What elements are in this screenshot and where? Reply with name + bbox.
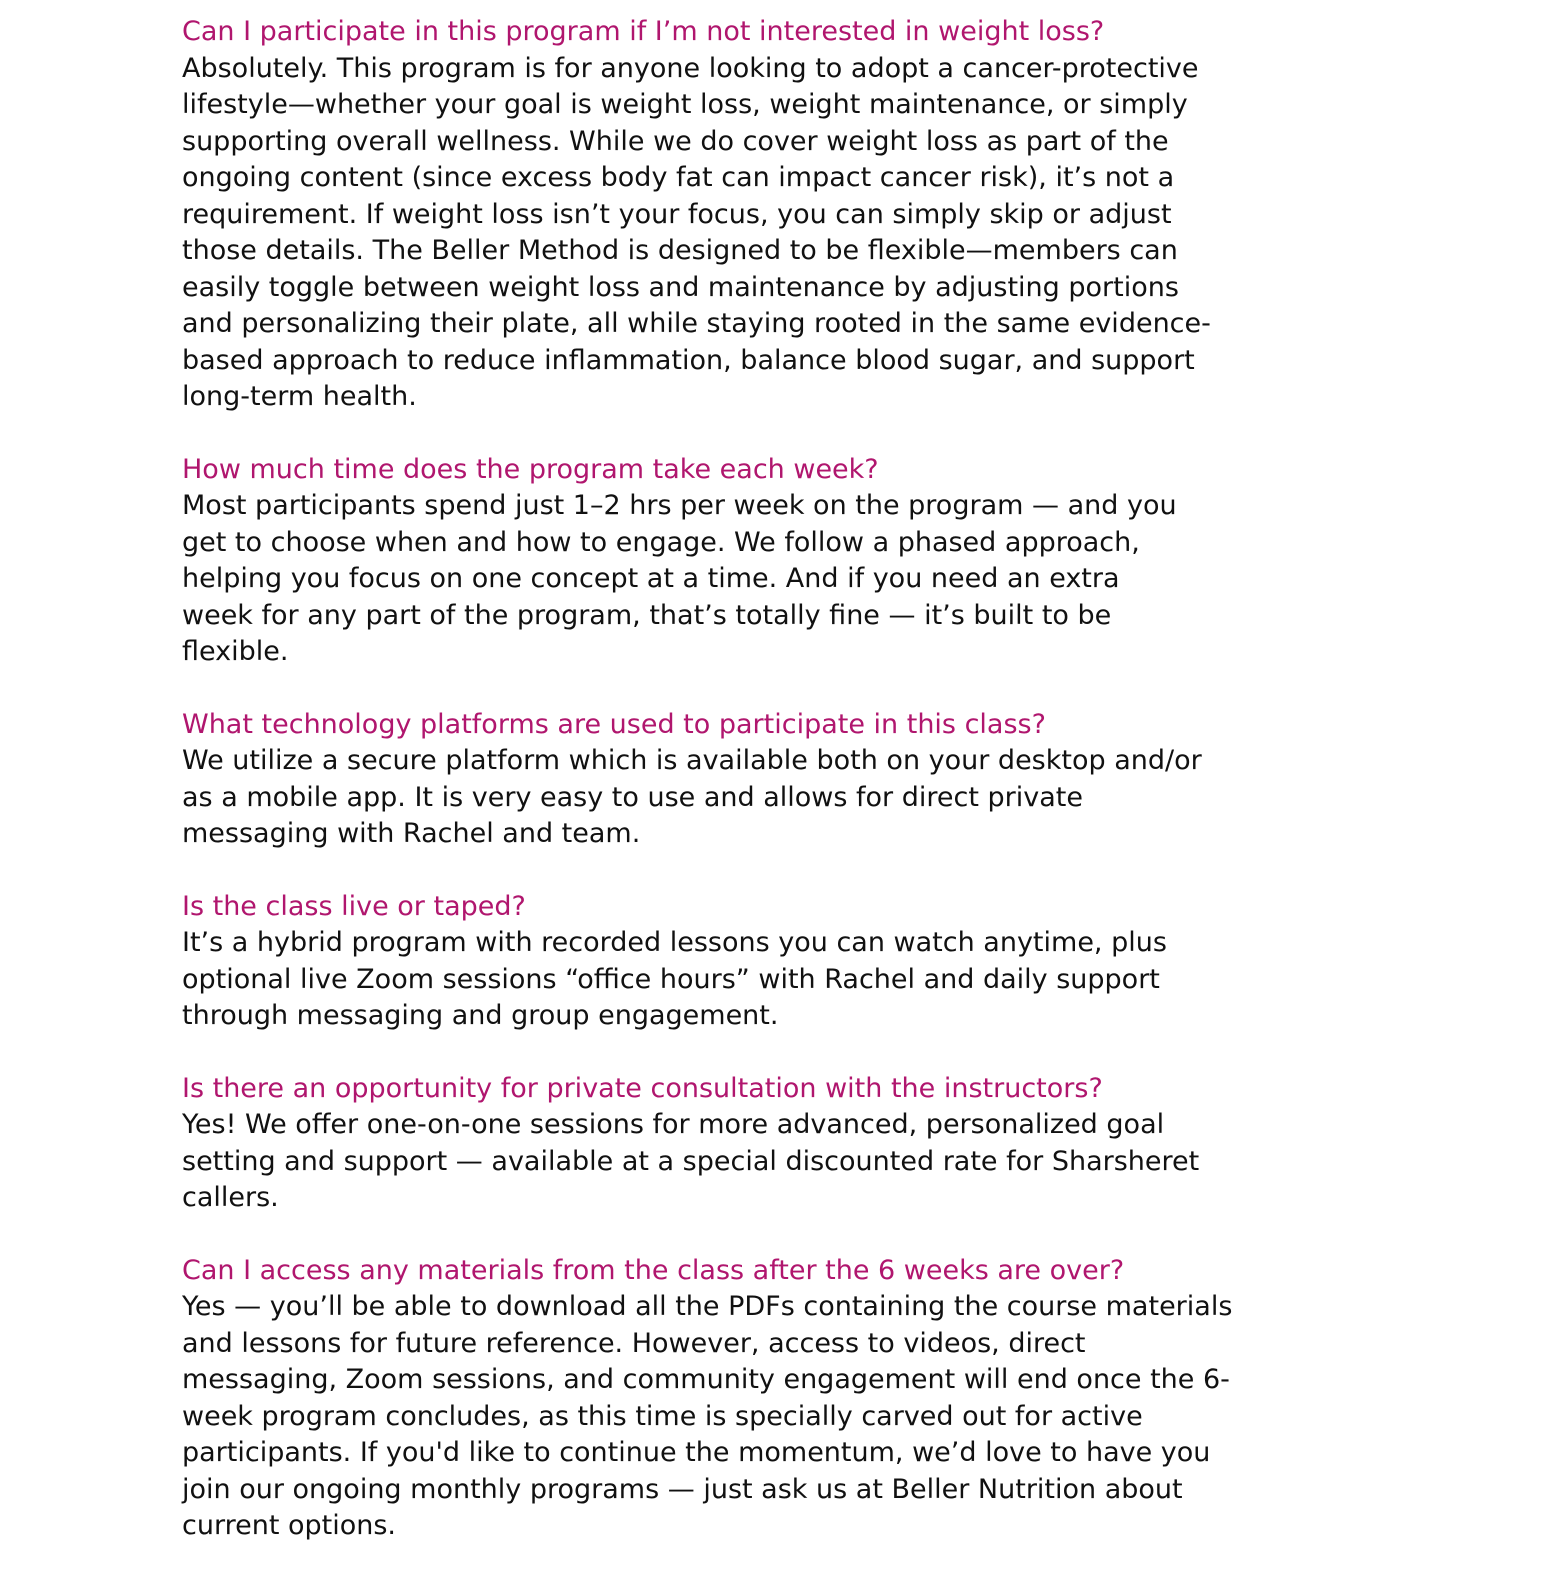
answer-line: setting and support — available at a special discounted rate for Sharsheret <box>182 1145 1200 1177</box>
faq-item-live-or-taped <box>182 889 1362 1035</box>
faq-question: What technology platforms are used to participate in this class? <box>182 708 1046 740</box>
answer-line: lifestyle—whether your goal is weight loss, weight maintenance, or simply <box>182 89 1188 120</box>
answer-line: ongoing content (since excess body fat can impact cancer risk), it’s not a <box>182 162 1175 193</box>
answer-line: week for any part of the program, that’s totally fine — it’s built to be <box>182 599 1112 631</box>
answer-line: those details. The Beller Method is designed to be flexible—members can <box>182 235 1178 266</box>
answer-line: Yes — you’ll be able to download all the PDFs containing the course materials <box>182 1291 1233 1322</box>
faq-answer <box>182 743 1362 853</box>
answer-line: supporting overall wellness. While we do cover weight loss as part of the <box>182 125 1169 157</box>
answer-line: Yes! We offer one-on-one sessions for more advanced, personalized goal <box>182 1109 1165 1140</box>
faq-page <box>182 14 1362 1581</box>
faq-item-materials-access <box>182 1253 1362 1545</box>
faq-question: Can I participate in this program if I’m not interested in weight loss? <box>182 16 1105 47</box>
answer-line: easily toggle between weight loss and maintenance by adjusting portions <box>182 271 1179 303</box>
faq-question: Is the class live or taped? <box>182 890 526 922</box>
answer-line: current options. <box>182 1510 397 1541</box>
faq-answer <box>182 1289 1362 1545</box>
faq-answer <box>182 925 1362 1035</box>
faq-answer <box>182 51 1362 416</box>
answer-line: week program concludes, as this time is specially carved out for active <box>182 1400 1143 1432</box>
answer-line: as a mobile app. It is very easy to use and allows for direct private <box>182 781 1083 813</box>
faq-question: How much time does the program take each week? <box>182 453 879 485</box>
answer-line: and lessons for future reference. However, access to videos, direct <box>182 1327 1086 1359</box>
answer-line: through messaging and group engagement. <box>182 1000 779 1031</box>
faq-item-private-consultation <box>182 1071 1362 1217</box>
answer-line: We utilize a secure platform which is available both on your desktop and/or <box>182 745 1202 776</box>
answer-line: get to choose when and how to engage. We follow a phased approach, <box>182 526 1140 558</box>
answer-line: messaging with Rachel and team. <box>182 818 641 849</box>
faq-item-weight-loss <box>182 14 1362 416</box>
answer-line: based approach to reduce inflammation, balance blood sugar, and support <box>182 344 1195 376</box>
answer-line: helping you focus on one concept at a time. And if you need an extra <box>182 563 1120 594</box>
answer-line: Absolutely. This program is for anyone looking to adopt a cancer-protective <box>182 52 1199 84</box>
answer-line: It’s a hybrid program with recorded lessons you can watch anytime, plus <box>182 927 1167 958</box>
faq-question: Is there an opportunity for private consultation with the instructors? <box>182 1072 1103 1104</box>
answer-line: messaging, Zoom sessions, and community engagement will end once the 6- <box>182 1364 1230 1395</box>
answer-line: and personalizing their plate, all while staying rooted in the same evidence- <box>182 308 1211 339</box>
answer-line: participants. If you'd like to continue the momentum, we’d love to have you <box>182 1437 1211 1468</box>
faq-answer <box>182 1107 1362 1217</box>
answer-line: callers. <box>182 1182 279 1213</box>
answer-line: Most participants spend just 1–2 hrs per week on the program — and you <box>182 490 1177 521</box>
faq-answer <box>182 488 1362 671</box>
answer-line: optional live Zoom sessions “office hours” with Rachel and daily support <box>182 963 1160 995</box>
answer-line: requirement. If weight loss isn’t your focus, you can simply skip or adjust <box>182 198 1172 230</box>
answer-line: flexible. <box>182 636 289 667</box>
faq-item-time-commitment <box>182 452 1362 671</box>
answer-line: long-term health. <box>182 381 417 412</box>
faq-item-technology <box>182 707 1362 853</box>
faq-question: Can I access any materials from the class after the 6 weeks are over? <box>182 1254 1125 1286</box>
answer-line: join our ongoing monthly programs — just ask us at Beller Nutrition about <box>182 1473 1183 1505</box>
